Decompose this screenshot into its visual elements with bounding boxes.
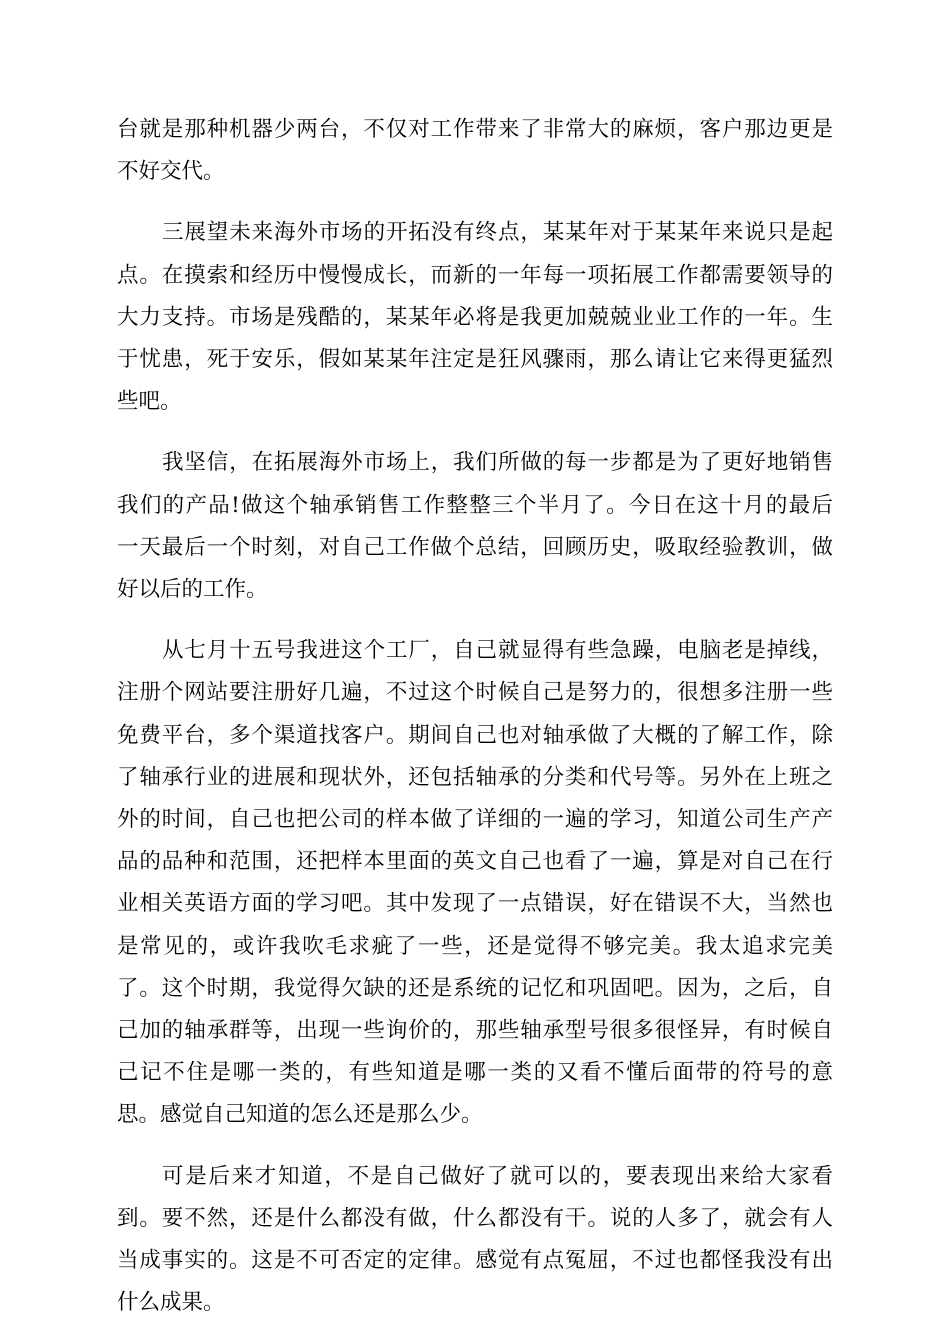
paragraph-4 xyxy=(117,630,833,1136)
paragraph-2 xyxy=(117,212,833,423)
text-line: 是常见的，或许我吹毛求疵了一些，还是觉得不够完美。我太追求完美 xyxy=(117,933,833,959)
text-line: 于忧患，死于安乐，假如某某年注定是狂风骤雨，那么请让它来得更猛烈 xyxy=(117,347,833,373)
text-line: 业相关英语方面的学习吧。其中发现了一点错误，好在错误不大，当然也 xyxy=(117,891,833,917)
text-line: 外的时间，自己也把公司的样本做了详细的一遍的学习，知道公司生产产 xyxy=(117,807,833,833)
text-line: 己记不住是哪一类的，有些知道是哪一类的又看不懂后面带的符号的意 xyxy=(117,1060,833,1086)
text-line: 我坚信，在拓展海外市场上，我们所做的每一步都是为了更好地销售 xyxy=(162,450,833,476)
text-line: 不好交代。 xyxy=(117,159,225,185)
text-line: 点。在摸索和经历中慢慢成长，而新的一年每一项拓展工作都需要领导的 xyxy=(117,262,833,288)
text-line: 好以后的工作。 xyxy=(117,577,268,603)
text-line: 从七月十五号我进这个工厂，自己就显得有些急躁，电脑老是掉线， xyxy=(162,638,833,664)
text-line: 当成事实的。这是不可否定的定律。感觉有点冤屈，不过也都怪我没有出 xyxy=(117,1248,833,1274)
text-line: 品的品种和范围，还把样本里面的英文自己也看了一遍，算是对自己在行 xyxy=(117,849,833,875)
text-line: 了。这个时期，我觉得欠缺的还是系统的记忆和巩固吧。因为，之后，自 xyxy=(117,975,833,1001)
text-line: 己加的轴承群等，出现一些询价的，那些轴承型号很多很怪异，有时候自 xyxy=(117,1018,833,1044)
text-line: 大力支持。市场是残酷的，某某年必将是我更加兢兢业业工作的一年。生 xyxy=(117,304,833,330)
text-line: 我们的产品!做这个轴承销售工作整整三个半月了。今日在这十月的最后 xyxy=(117,492,833,518)
text-line: 免费平台，多个渠道找客户。期间自己也对轴承做了大概的了解工作，除 xyxy=(117,722,833,748)
paragraph-5 xyxy=(117,1156,833,1325)
text-line: 了轴承行业的进展和现状外，还包括轴承的分类和代号等。另外在上班之 xyxy=(117,764,833,790)
text-line: 些吧。 xyxy=(117,389,182,415)
text-line: 三展望未来海外市场的开拓没有终点，某某年对于某某年来说只是起 xyxy=(162,220,833,246)
text-line: 思。感觉自己知道的怎么还是那么少。 xyxy=(117,1102,483,1128)
document-body xyxy=(117,109,833,1343)
text-line: 一天最后一个时刻，对自己工作做个总结，回顾历史，吸取经验教训，做 xyxy=(117,534,833,560)
text-line: 注册个网站要注册好几遍，不过这个时候自己是努力的，很想多注册一些 xyxy=(117,680,833,706)
text-line: 可是后来才知道，不是自己做好了就可以的，要表现出来给大家看 xyxy=(162,1163,833,1189)
paragraph-1 xyxy=(117,109,833,193)
paragraph-3 xyxy=(117,442,833,611)
text-line: 什么成果。 xyxy=(117,1290,225,1316)
text-line: 到。要不然，还是什么都没有做，什么都没有干。说的人多了，就会有人 xyxy=(117,1205,833,1231)
text-line: 台就是那种机器少两台，不仅对工作带来了非常大的麻烦，客户那边更是 xyxy=(117,117,833,142)
